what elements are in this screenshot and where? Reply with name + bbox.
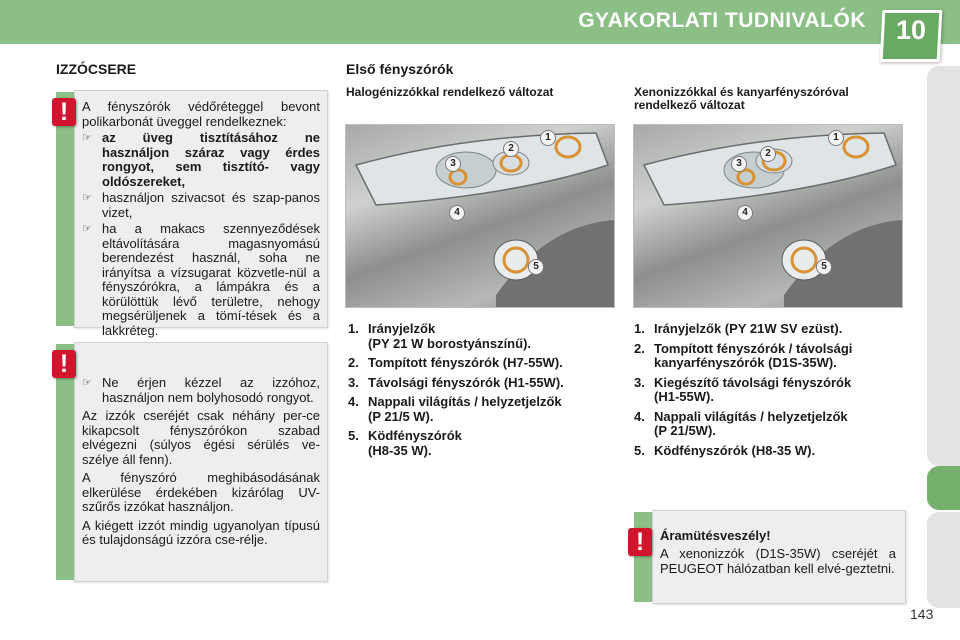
callout-label: 5	[528, 259, 544, 275]
list-item: 4. Nappali világítás / helyzetjelzők (P 21/5W).	[634, 408, 848, 438]
warning-strip-1	[56, 92, 76, 326]
callout-label: 4	[737, 205, 753, 221]
list-item: 5. Ködfényszórók (H8-35 W).	[348, 428, 462, 458]
warning-icon: !	[52, 350, 76, 378]
list-item: 3. Kiegészítő távolsági fényszórók (H1-55W).	[634, 374, 852, 404]
list-item: ☞ Ne érjen kézzel az izzóhoz, használjon nem bolyhosodó rongyot.	[82, 375, 320, 405]
warning-strip-3	[634, 512, 654, 602]
list-item: 3. Távolsági fényszórók (H1-55W).	[348, 374, 564, 390]
chapter-number: 10	[895, 15, 927, 45]
warning-2-paragraph: A kiégett izzót mindig ugyanolyan típusú és tulajdonságú izzóra cse-rélje.	[82, 517, 320, 547]
list-item: ☞ ha a makacs szennyeződések eltávolítására magasnyomású berendezést használ, soha ne irányítsa a vízsugarat közvetle-nül a fényszórókra, a lámpákra és a körülöttük lévő területre, nehogy megsérüljenek a tömí-tések és a lakkréteg.	[82, 221, 320, 338]
warning-2-paragraph: Az izzók cseréjét csak néhány per-ce kikapcsolt fényszórókon szabad elvégezni (súlyos égési sérülés ve-szélye áll fenn).	[82, 408, 320, 467]
halogen-bulb-list	[348, 322, 618, 463]
page-number: 143	[910, 606, 934, 622]
side-tab-grey-lower	[927, 512, 960, 608]
section-title-izzocsere: IZZÓCSERE	[56, 61, 137, 77]
section-title-first-headlights: Első fényszórók	[346, 61, 454, 77]
bullet-arrow-icon: ☞	[82, 192, 92, 204]
bullet-arrow-icon: ☞	[82, 132, 92, 144]
callout-label: 1	[540, 130, 556, 146]
halogen-title: Halogénizzókkal rendelkező változat	[346, 85, 554, 99]
list-item: 2. Tompított fényszórók (H7-55W).	[348, 355, 563, 370]
warning-strip-2	[56, 344, 76, 580]
headlight-illustration	[346, 125, 614, 307]
xenon-title: Xenonizzókkal és kanyarfényszóróval rendelkező változat	[634, 85, 849, 112]
list-item: ☞ használjon szivacsot és szap-panos vizet,	[82, 190, 320, 220]
side-tab-active[interactable]	[927, 466, 960, 510]
bullet-arrow-icon: ☞	[82, 377, 92, 389]
warning-3-text: A xenonizzók (D1S-35W) cseréjét a PEUGEOT hálózatban kell elvé-geztetni.	[660, 546, 896, 576]
xenon-bulb-list	[634, 322, 904, 463]
callout-label: 1	[828, 130, 844, 146]
list-item: 2. Tompított fényszórók / távolsági kanyarfényszórók (D1S-35W).	[634, 340, 853, 370]
callout-label: 3	[731, 156, 747, 172]
callout-label: 4	[449, 205, 465, 221]
callout-label: 5	[816, 259, 832, 275]
warning-1-content	[82, 100, 320, 340]
callout-label: 3	[445, 156, 461, 172]
list-item: 1. Irányjelzők (PY 21W SV ezüst).	[634, 321, 843, 336]
bullet-arrow-icon: ☞	[82, 223, 92, 235]
warning-1-intro: A fényszórók védőréteggel bevont polikarbonát üveggel rendelkeznek:	[82, 99, 320, 129]
warning-2-paragraph: A fényszóró meghibásodásának elkerülése érdekében kizárólag UV-szűrős izzókat használjon.	[82, 470, 320, 514]
xenon-headlight-photo	[633, 124, 903, 308]
callout-label: 2	[503, 141, 519, 157]
side-tab-grey	[927, 66, 960, 466]
callout-label: 2	[760, 146, 776, 162]
warning-icon: !	[628, 528, 652, 556]
page-header-title: GYAKORLATI TUDNIVALÓK	[578, 9, 866, 32]
halogen-headlight-photo	[345, 124, 615, 308]
warning-icon: !	[52, 98, 76, 126]
warning-2-content	[82, 374, 320, 548]
list-item: 5. Ködfényszórók (H8-35 W).	[634, 442, 816, 458]
list-item: ☞ az üveg tisztításához ne használjon száraz vagy érdes rongyot, sem tisztító- vagy oldószereket,	[82, 130, 320, 189]
list-item: 1. Irányjelzők (PY 21 W borostyánszínű).	[348, 321, 532, 351]
warning-3-title: Áramütésveszély!	[660, 528, 771, 543]
list-item: 4. Nappali világítás / helyzetjelzők (P 21/5 W).	[348, 394, 562, 424]
